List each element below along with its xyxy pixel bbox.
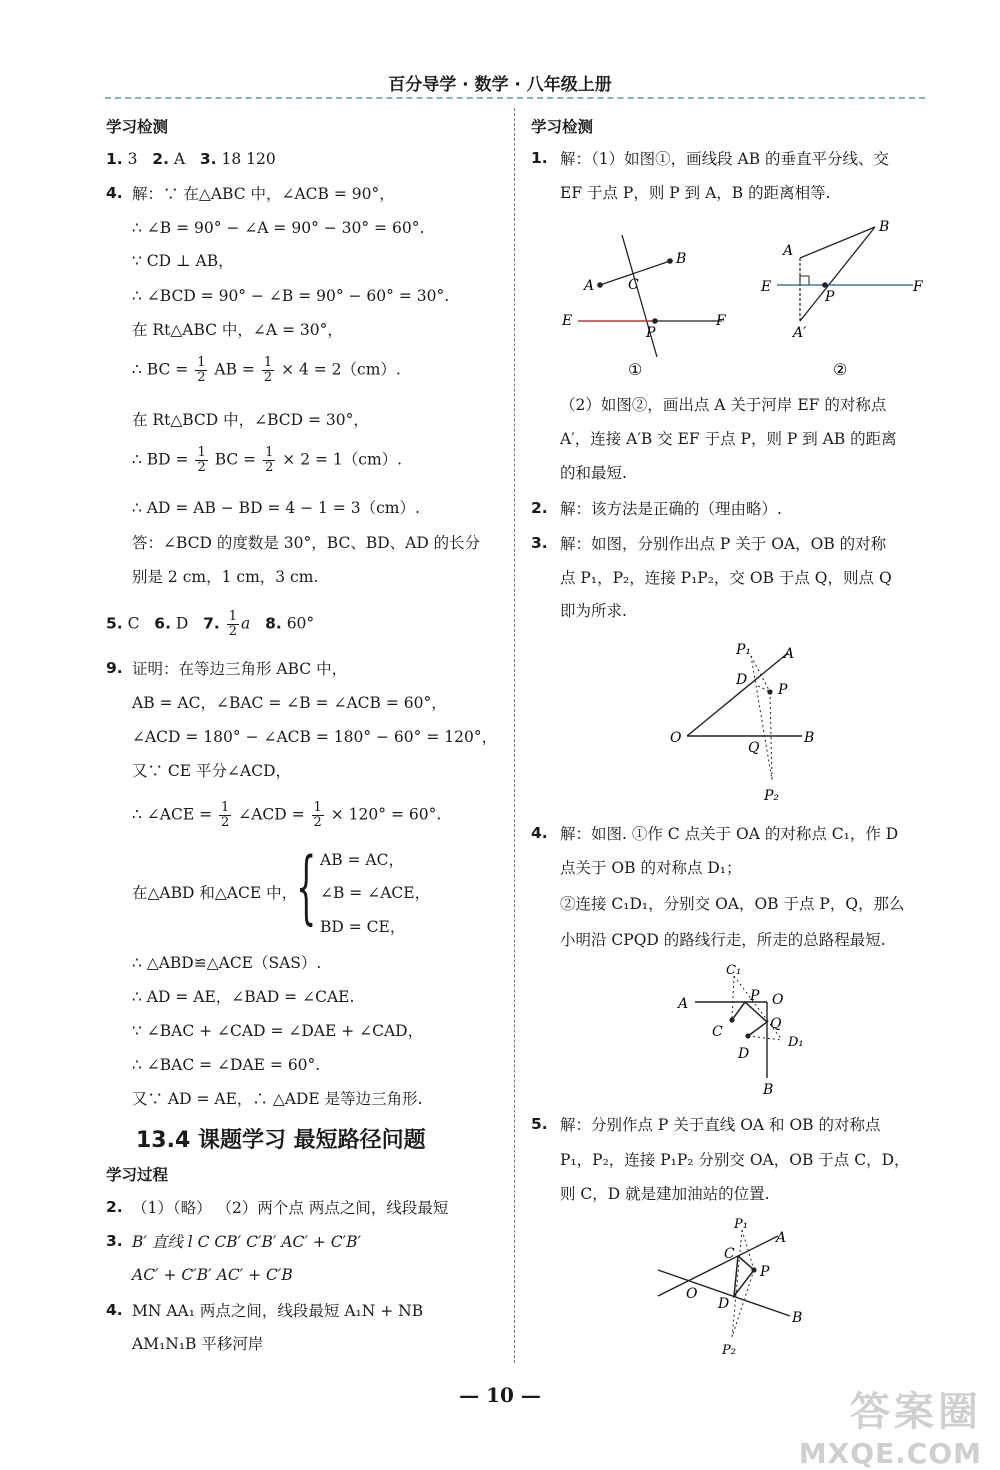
expr: × 2 = 1（cm）. — [282, 450, 403, 469]
label-c1: C₁ — [726, 963, 742, 978]
solution-line: 的和最短. — [560, 464, 627, 482]
label-q: Q — [748, 740, 760, 756]
ray-oa — [687, 653, 788, 736]
label-d: D — [738, 1046, 750, 1062]
point-d — [745, 1033, 750, 1038]
solution-line: 则 C，D 就是建加油站的位置. — [560, 1185, 770, 1203]
header-divider — [105, 97, 925, 99]
solution-line-fraction — [132, 356, 401, 385]
label-a: A — [678, 996, 689, 1012]
point-c — [729, 1017, 734, 1022]
label-o: O — [772, 992, 784, 1008]
solution-line: 解：该方法是正确的（理由略）. — [560, 500, 782, 518]
expr: BC = — [214, 450, 257, 469]
numerator: 1 — [197, 355, 206, 370]
solution-line: 点关于 OB 的对称点 D₁； — [560, 859, 742, 877]
point-a — [597, 282, 603, 288]
q-number: 1. — [531, 149, 548, 167]
answer: 18 120 — [221, 150, 276, 168]
point-p — [767, 689, 772, 694]
label-p: P — [646, 325, 656, 341]
solution-line: A′，连接 A′B 交 EF 于点 P，则 P 到 AB 的距离 — [560, 430, 897, 448]
label-d1: D₁ — [788, 1035, 804, 1050]
answer-line: MN AA₁ 两点之间，线段最短 A₁N + NB — [132, 1302, 424, 1320]
label-c: C — [712, 1024, 723, 1040]
solution-line: ∴ ∠BCD = 90° − ∠B = 90° − 60° = 30°. — [132, 287, 450, 305]
system-row: ∠B = ∠ACE， — [320, 884, 431, 902]
expr: × 4 = 2（cm）. — [281, 360, 401, 379]
proof-line: ∵ ∠BAC + ∠CAD = ∠DAE + ∠CAD， — [132, 1022, 424, 1040]
point-p — [751, 1267, 756, 1272]
system-lead: 在△ABD 和△ACE 中， — [132, 884, 298, 902]
label-a: A — [584, 278, 595, 294]
q-number: 6. — [154, 614, 171, 633]
proof-line: 又∵ AD = AE，∴ △ADE 是等边三角形. — [132, 1090, 423, 1108]
label-d: D — [736, 672, 748, 688]
solution-line: ∴ ∠B = 90° − ∠A = 90° − 30° = 60°. — [132, 219, 425, 237]
q-number: 2. — [152, 150, 169, 168]
label-b: B — [763, 1082, 774, 1098]
label-c: C — [628, 277, 639, 293]
path-cpqd — [732, 1002, 767, 1036]
q-number: 3. — [531, 534, 548, 552]
solution-line: 解：分别作点 P 关于直线 OA 和 OB 的对称点 — [560, 1116, 881, 1134]
answer: 3 — [127, 150, 138, 168]
figure-caption-2: ② — [833, 360, 848, 379]
point-p — [822, 282, 828, 288]
expr: ∴ BC = — [132, 360, 189, 379]
answer: a — [241, 614, 251, 633]
solution-line: 解：∵ 在△ABC 中，∠ACB = 90°， — [132, 185, 395, 203]
watermark — [799, 1380, 982, 1470]
system-row: BD = CE， — [320, 918, 406, 936]
answer-line: AC′ + C′B′ AC′ + C′B — [132, 1266, 293, 1284]
denominator: 2 — [197, 370, 206, 385]
denominator: 2 — [221, 815, 230, 830]
q-number: 1. — [106, 150, 123, 168]
numerator: 1 — [197, 445, 206, 460]
label-b: B — [879, 219, 890, 235]
proof-line: ∴ ∠BAC = ∠DAE = 60°. — [132, 1056, 321, 1074]
q-number: 2. — [106, 1198, 123, 1216]
point-p — [652, 318, 658, 324]
label-f: F — [716, 313, 726, 329]
solution-line: 解：如图，分别作出点 P 关于 OA，OB 的对称 — [560, 535, 887, 553]
proof-line: ∴ AD = AE，∠BAD = ∠CAE. — [132, 988, 355, 1006]
numerator: 1 — [221, 800, 230, 815]
label-o: O — [686, 1286, 698, 1302]
solution-line: 在 Rt△ABC 中，∠A = 30°， — [132, 321, 343, 339]
expr: ∴ ∠ACE = — [132, 805, 213, 824]
figure-gas-station — [650, 1212, 820, 1362]
q-number: 7. — [203, 614, 220, 633]
answer: A — [173, 150, 186, 168]
segment-ab — [800, 227, 875, 258]
label-b: B — [676, 251, 687, 267]
solution-line: ∵ CD ⊥ AB， — [132, 252, 234, 270]
q-number: 5. — [106, 614, 123, 633]
system-row: AB = AC， — [320, 851, 404, 869]
denominator: 2 — [197, 460, 206, 475]
q-number: 3. — [199, 150, 217, 168]
label-q: Q — [770, 1016, 782, 1032]
expr: AB = — [214, 360, 255, 379]
point-b — [667, 258, 673, 264]
answers-q5-q8 — [106, 610, 314, 639]
answer-line: B′ 直线 l C CB′ C′B′ AC′ + C′B′ — [132, 1233, 362, 1251]
page-number: — 10 — — [459, 1383, 541, 1407]
solution-line: 即为所求. — [560, 602, 627, 620]
solution-line: 答：∠BCD 的度数是 30°，BC、BD、AD 的长分 — [132, 534, 481, 552]
q-number: 4. — [106, 184, 123, 202]
answer: 60° — [286, 614, 315, 633]
solution-line: 小明沿 CPQD 的路线行走，所走的总路程最短. — [560, 931, 886, 949]
expr: ∴ BD = — [132, 450, 189, 469]
q-number: 9. — [106, 659, 123, 677]
label-p2: P₂ — [722, 1343, 736, 1358]
label-p: P — [760, 1264, 770, 1280]
expr: × 120° = 60°. — [330, 805, 442, 824]
q-number: 2. — [531, 499, 548, 517]
expr: ∠ACD = — [238, 805, 305, 824]
answer: D — [175, 614, 189, 633]
figure-two-point-path — [670, 960, 820, 1100]
solution-line: ②连接 C₁D₁，分别交 OA，OB 于点 P，Q，那么 — [560, 895, 905, 913]
label-b: B — [792, 1310, 803, 1326]
fraction — [195, 446, 207, 475]
answer-line: AM₁N₁B 平移河岸 — [132, 1335, 264, 1353]
label-c: C — [724, 1246, 735, 1262]
proof-line: ∠ACD = 180° − ∠ACB = 180° − 60° = 120°， — [132, 728, 498, 746]
denominator: 2 — [265, 460, 274, 475]
fraction — [262, 356, 274, 385]
q-number: 5. — [531, 1115, 548, 1133]
watermark-url: MXQE.COM — [798, 1437, 982, 1470]
solution-line: （2）如图②，画出点 A 关于河岸 EF 的对称点 — [560, 396, 887, 414]
solution-line-fraction — [132, 446, 402, 475]
q-number: 4. — [106, 1301, 123, 1319]
proof-line: 又∵ CE 平分∠ACD， — [132, 762, 291, 780]
label-a: A — [776, 1230, 787, 1246]
label-p2: P₂ — [764, 788, 780, 804]
right-angle-mark — [800, 276, 809, 285]
figure-reflection-river — [755, 213, 930, 385]
solution-line: EF 于点 P，则 P 到 A，B 的距离相等. — [560, 184, 831, 202]
dotted-cc1 — [732, 976, 734, 1020]
label-a-prime: A′ — [793, 325, 807, 341]
fraction — [312, 801, 324, 830]
label-e: E — [761, 279, 772, 295]
answer: C — [127, 614, 140, 633]
solution-line: P₁，P₂，连接 P₁P₂ 分别交 OA，OB 于点 C，D， — [560, 1151, 910, 1169]
figure-perpendicular-bisector — [550, 225, 750, 385]
section-heading-xuexijiance-right: 学习检测 — [531, 118, 594, 136]
solution-line: ∴ AD = AB − BD = 4 − 1 = 3（cm）. — [132, 499, 420, 517]
label-p1: P₁ — [734, 1217, 748, 1232]
q-number: 3. — [106, 1232, 123, 1250]
denominator: 2 — [313, 815, 322, 830]
lesson-title: 13.4 课题学习 最短路径问题 — [136, 1128, 426, 1153]
figure-caption-1: ① — [628, 360, 643, 379]
denominator: 2 — [263, 370, 273, 385]
proof-line: 证明：在等边三角形 ABC 中， — [132, 660, 348, 678]
label-e: E — [562, 313, 573, 329]
solution-line: 别是 2 cm，1 cm，3 cm. — [132, 568, 319, 586]
label-p: P — [750, 988, 760, 1004]
fraction — [219, 801, 231, 830]
label-a: A — [784, 646, 795, 662]
solution-line: 在 Rt△BCD 中，∠BCD = 30°， — [132, 411, 369, 429]
proof-line: AB = AC，∠BAC = ∠B = ∠ACB = 60°， — [132, 694, 447, 712]
numerator: 1 — [265, 445, 274, 460]
denominator: 2 — [228, 624, 238, 639]
q-number: 4. — [531, 824, 548, 842]
triangle-pcd — [734, 1256, 754, 1296]
segment-a1b — [800, 227, 875, 321]
numerator: 1 — [313, 800, 322, 815]
label-f: F — [913, 279, 923, 295]
fraction — [195, 356, 207, 385]
numerator: 1 — [263, 355, 273, 370]
q-number: 8. — [265, 614, 282, 633]
label-d: D — [718, 1296, 730, 1312]
solution-line: 点 P₁，P₂，连接 P₁P₂，交 OB 于点 Q，则点 Q — [560, 569, 892, 587]
fraction — [227, 610, 239, 639]
solution-line: 解：如图. ①作 C 点关于 OA 的对称点 C₁，作 D — [560, 825, 899, 843]
fraction — [263, 446, 275, 475]
label-o: O — [670, 730, 682, 746]
proof-line-fraction — [132, 801, 441, 830]
watermark-logo: 答案圈 — [850, 1389, 982, 1435]
proof-line: ∴ △ABD≌△ACE（SAS）. — [132, 954, 322, 972]
dotted-dd1 — [748, 1036, 782, 1040]
answer-line: （1）（略） （2）两个点 两点之间，线段最短 — [132, 1199, 449, 1217]
figure-single-reflection — [660, 630, 830, 810]
label-p: P — [778, 682, 788, 698]
system-brace: { — [296, 840, 317, 933]
section-heading-xuexijiance-left: 学习检测 — [106, 118, 169, 136]
label-p1: P₁ — [736, 642, 752, 658]
numerator: 1 — [228, 609, 238, 624]
dotted-p1p — [751, 656, 770, 692]
answers-q1-q3 — [106, 148, 276, 170]
label-p: P — [825, 289, 835, 305]
label-a: A — [783, 243, 794, 259]
section-heading-xuexiguocheng: 学习过程 — [106, 1166, 169, 1184]
running-header: 百分导学 · 数学 · 八年级上册 — [388, 75, 612, 95]
label-b: B — [804, 730, 815, 746]
column-divider — [514, 108, 515, 1363]
solution-line: 解：（1）如图①，画线段 AB 的垂直平分线、交 — [560, 150, 890, 168]
